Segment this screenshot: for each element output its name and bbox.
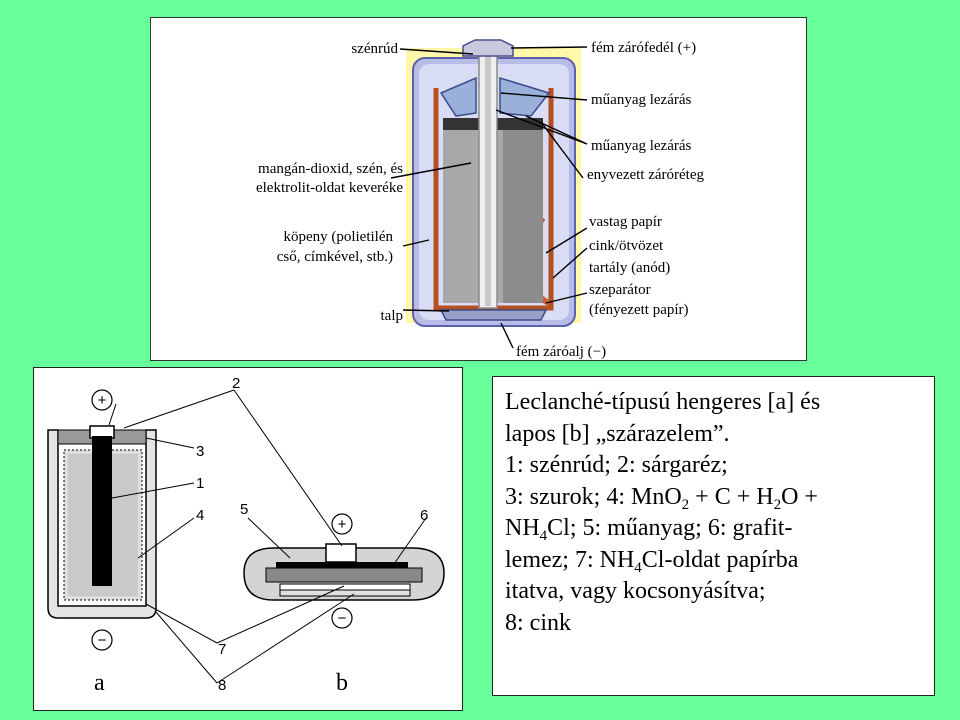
label-zinc-line2: tartály (anód) <box>589 260 671 276</box>
label-tar-seal: enyvezett záróréteg <box>587 167 705 183</box>
caption-line: 8: cink <box>505 609 571 636</box>
mix-b <box>266 568 422 582</box>
schematic-panel <box>33 367 463 711</box>
label-separator-line1: szeparátor <box>589 282 651 298</box>
caption-line <box>505 513 930 545</box>
caption-panel <box>492 376 935 696</box>
label-plastic-seal-2: műanyag lezárás <box>591 138 692 154</box>
caption-line: itatva, vagy kocsonyásítva; <box>505 578 766 604</box>
label-metal-base: fém záróalj (−) <box>516 344 607 360</box>
number-2: 2 <box>232 375 241 392</box>
caption-subscript: 4 <box>634 559 642 576</box>
number-1: 1 <box>196 475 205 492</box>
caption-fragment: 3: szurok; 4: MnO <box>505 483 682 510</box>
number-6: 6 <box>420 507 429 524</box>
label-mix-line1: mangán-dioxid, szén, és <box>258 161 403 177</box>
graphite-plate-b <box>276 562 408 568</box>
label-base: talp <box>380 308 403 324</box>
carbon-rod-core <box>485 50 491 306</box>
caption-fragment: lemez; 7: NH <box>505 546 635 573</box>
cutaway-diagram-panel <box>150 17 807 361</box>
number-8: 8 <box>218 677 227 694</box>
caption-line <box>505 482 930 514</box>
schematic-illustration <box>34 368 462 710</box>
brass-cap-b <box>326 544 356 562</box>
minus-symbol-b: − <box>337 610 347 627</box>
number-5: 5 <box>240 501 249 518</box>
paper-b <box>280 584 410 590</box>
label-zinc-line1: cink/ötvözet <box>589 238 664 254</box>
caption-subscript: 2 <box>681 496 690 513</box>
minus-symbol-a: − <box>97 632 107 649</box>
label-separator-line2: (fényezett papír) <box>589 302 689 318</box>
caption-text <box>505 387 930 639</box>
plus-symbol-a: + <box>97 392 107 409</box>
caption-fragment: NH <box>505 515 540 541</box>
caption-fragment: Cl; 5: műanyag; 6: grafit- <box>547 515 793 541</box>
number-3: 3 <box>196 443 205 460</box>
label-metal-cap: fém zárófedél (+) <box>591 40 697 56</box>
caption-fragment: Cl-oldat papírba <box>641 546 799 573</box>
carbon-rod-a <box>92 436 112 586</box>
label-jacket-line2: cső, címkével, stb.) <box>276 249 393 265</box>
metal-base <box>441 310 546 320</box>
caption-subscript: 2 <box>773 496 782 513</box>
cell-a <box>48 426 156 618</box>
number-4: 4 <box>196 507 205 524</box>
caption-fragment: + C + H <box>689 483 774 510</box>
cutaway-battery-illustration <box>151 18 806 360</box>
label-thick-paper: vastag papír <box>589 214 662 230</box>
caption-subscript: 4 <box>539 528 548 544</box>
caption-line: lapos [b] „szárazelem”. <box>505 420 730 447</box>
label-plastic-seal-1: műanyag lezárás <box>591 92 692 108</box>
zinc-plate-b <box>280 590 410 596</box>
label-carbon-rod: szénrúd <box>351 41 398 57</box>
label-jacket-line1: köpeny (polietilén <box>283 229 393 245</box>
caption-fragment: O + <box>781 483 818 510</box>
plus-symbol-b: + <box>337 516 347 533</box>
caption-line: 1: szénrúd; 2: sárgaréz; <box>505 452 728 478</box>
caption-line: Leclanché-típusú hengeres [a] és <box>505 389 821 415</box>
cell-b <box>244 544 444 600</box>
caption-line <box>505 545 930 577</box>
panel-label-a: a <box>94 670 105 696</box>
number-7: 7 <box>218 641 227 658</box>
label-mix-line2: elektrolit-oldat keveréke <box>255 180 403 196</box>
panel-label-b: b <box>336 670 348 696</box>
